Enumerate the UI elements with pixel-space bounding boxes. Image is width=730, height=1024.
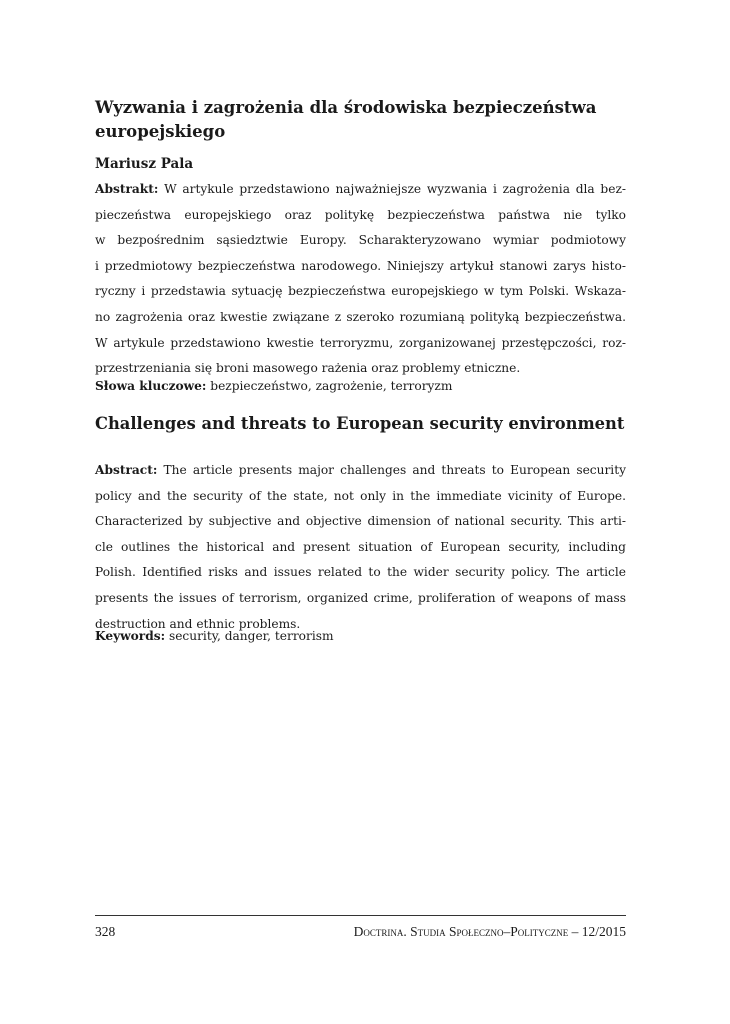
abstract-polish-line: i przedmiotowy bezpieczeństwa narodowego. Niniejszy artykuł stanowi zarys histo-	[95, 258, 626, 273]
abstract-polish-line: w bezpośrednim sąsiedztwie Europy. Scharakteryzowano wymiar podmiotowy	[95, 233, 626, 248]
abstract-english-line: destruction and ethnic problems.	[95, 616, 301, 631]
abstract-english-line: cle outlines the historical and present situation of European security, including	[95, 539, 626, 554]
abstract-english-text: The article presents major challenges and threats to European security	[157, 463, 626, 477]
keywords-polish-label: Słowa kluczowe:	[95, 379, 207, 393]
keywords-english-label: Keywords:	[95, 629, 166, 643]
abstract-english-line: Characterized by subjective and objective dimension of national security. This arti-	[95, 514, 626, 529]
abstract-polish-line	[95, 177, 626, 203]
abstract-polish-line: no zagrożenia oraz kwestie związane z szeroko rozumianą polityką bezpieczeństwa.	[95, 309, 626, 324]
page-number: 328	[95, 924, 116, 939]
keywords-english	[95, 627, 626, 645]
abstract-polish-line: przestrzeniania się broni masowego rażenia oraz problemy etniczne.	[95, 361, 521, 376]
abstract-polish	[95, 177, 626, 382]
abstract-english-line: presents the issues of terrorism, organized crime, proliferation of weapons of mass	[95, 590, 626, 605]
abstract-english-label: Abstract:	[95, 463, 158, 477]
abstract-polish-text: W artykule przedstawiono najważniejsze wyzwania i zagrożenia dla bez-	[158, 182, 626, 196]
author-name: Mariusz Pala	[95, 156, 194, 172]
abstract-english-line: policy and the security of the state, not only in the immediate vicinity of Europe.	[95, 488, 626, 503]
keywords-english-text: security, danger, terrorism	[165, 629, 334, 643]
journal-name: Doctrina. Studia Społeczno–Polityczne – 12/2015	[353, 924, 626, 939]
keywords-polish	[95, 377, 626, 395]
abstract-english	[95, 458, 626, 637]
abstract-english-line	[95, 458, 626, 484]
abstract-polish-line: ryczny i przedstawia sytuację bezpieczeństwa europejskiego w tym Polski. Wskaza-	[95, 284, 626, 299]
abstract-english-line: Polish. Identified risks and issues related to the wider security policy. The article	[95, 565, 626, 580]
keywords-polish-text: bezpieczeństwo, zagrożenie, terroryzm	[206, 379, 453, 393]
article-page	[95, 0, 626, 1024]
article-title-english: Challenges and threats to European security environment	[95, 414, 625, 433]
article-title-polish: Wyzwania i zagrożenia dla środowiska bezpieczeństwa europejskiego	[95, 98, 597, 141]
abstract-polish-label: Abstrakt:	[95, 182, 159, 196]
footer-divider	[95, 915, 626, 916]
abstract-polish-line: W artykule przedstawiono kwestie terroryzmu, zorganizowanej przestępczości, roz-	[95, 335, 626, 350]
abstract-polish-line: pieczeństwa europejskiego oraz politykę bezpieczeństwa państwa nie tylko	[95, 207, 626, 222]
